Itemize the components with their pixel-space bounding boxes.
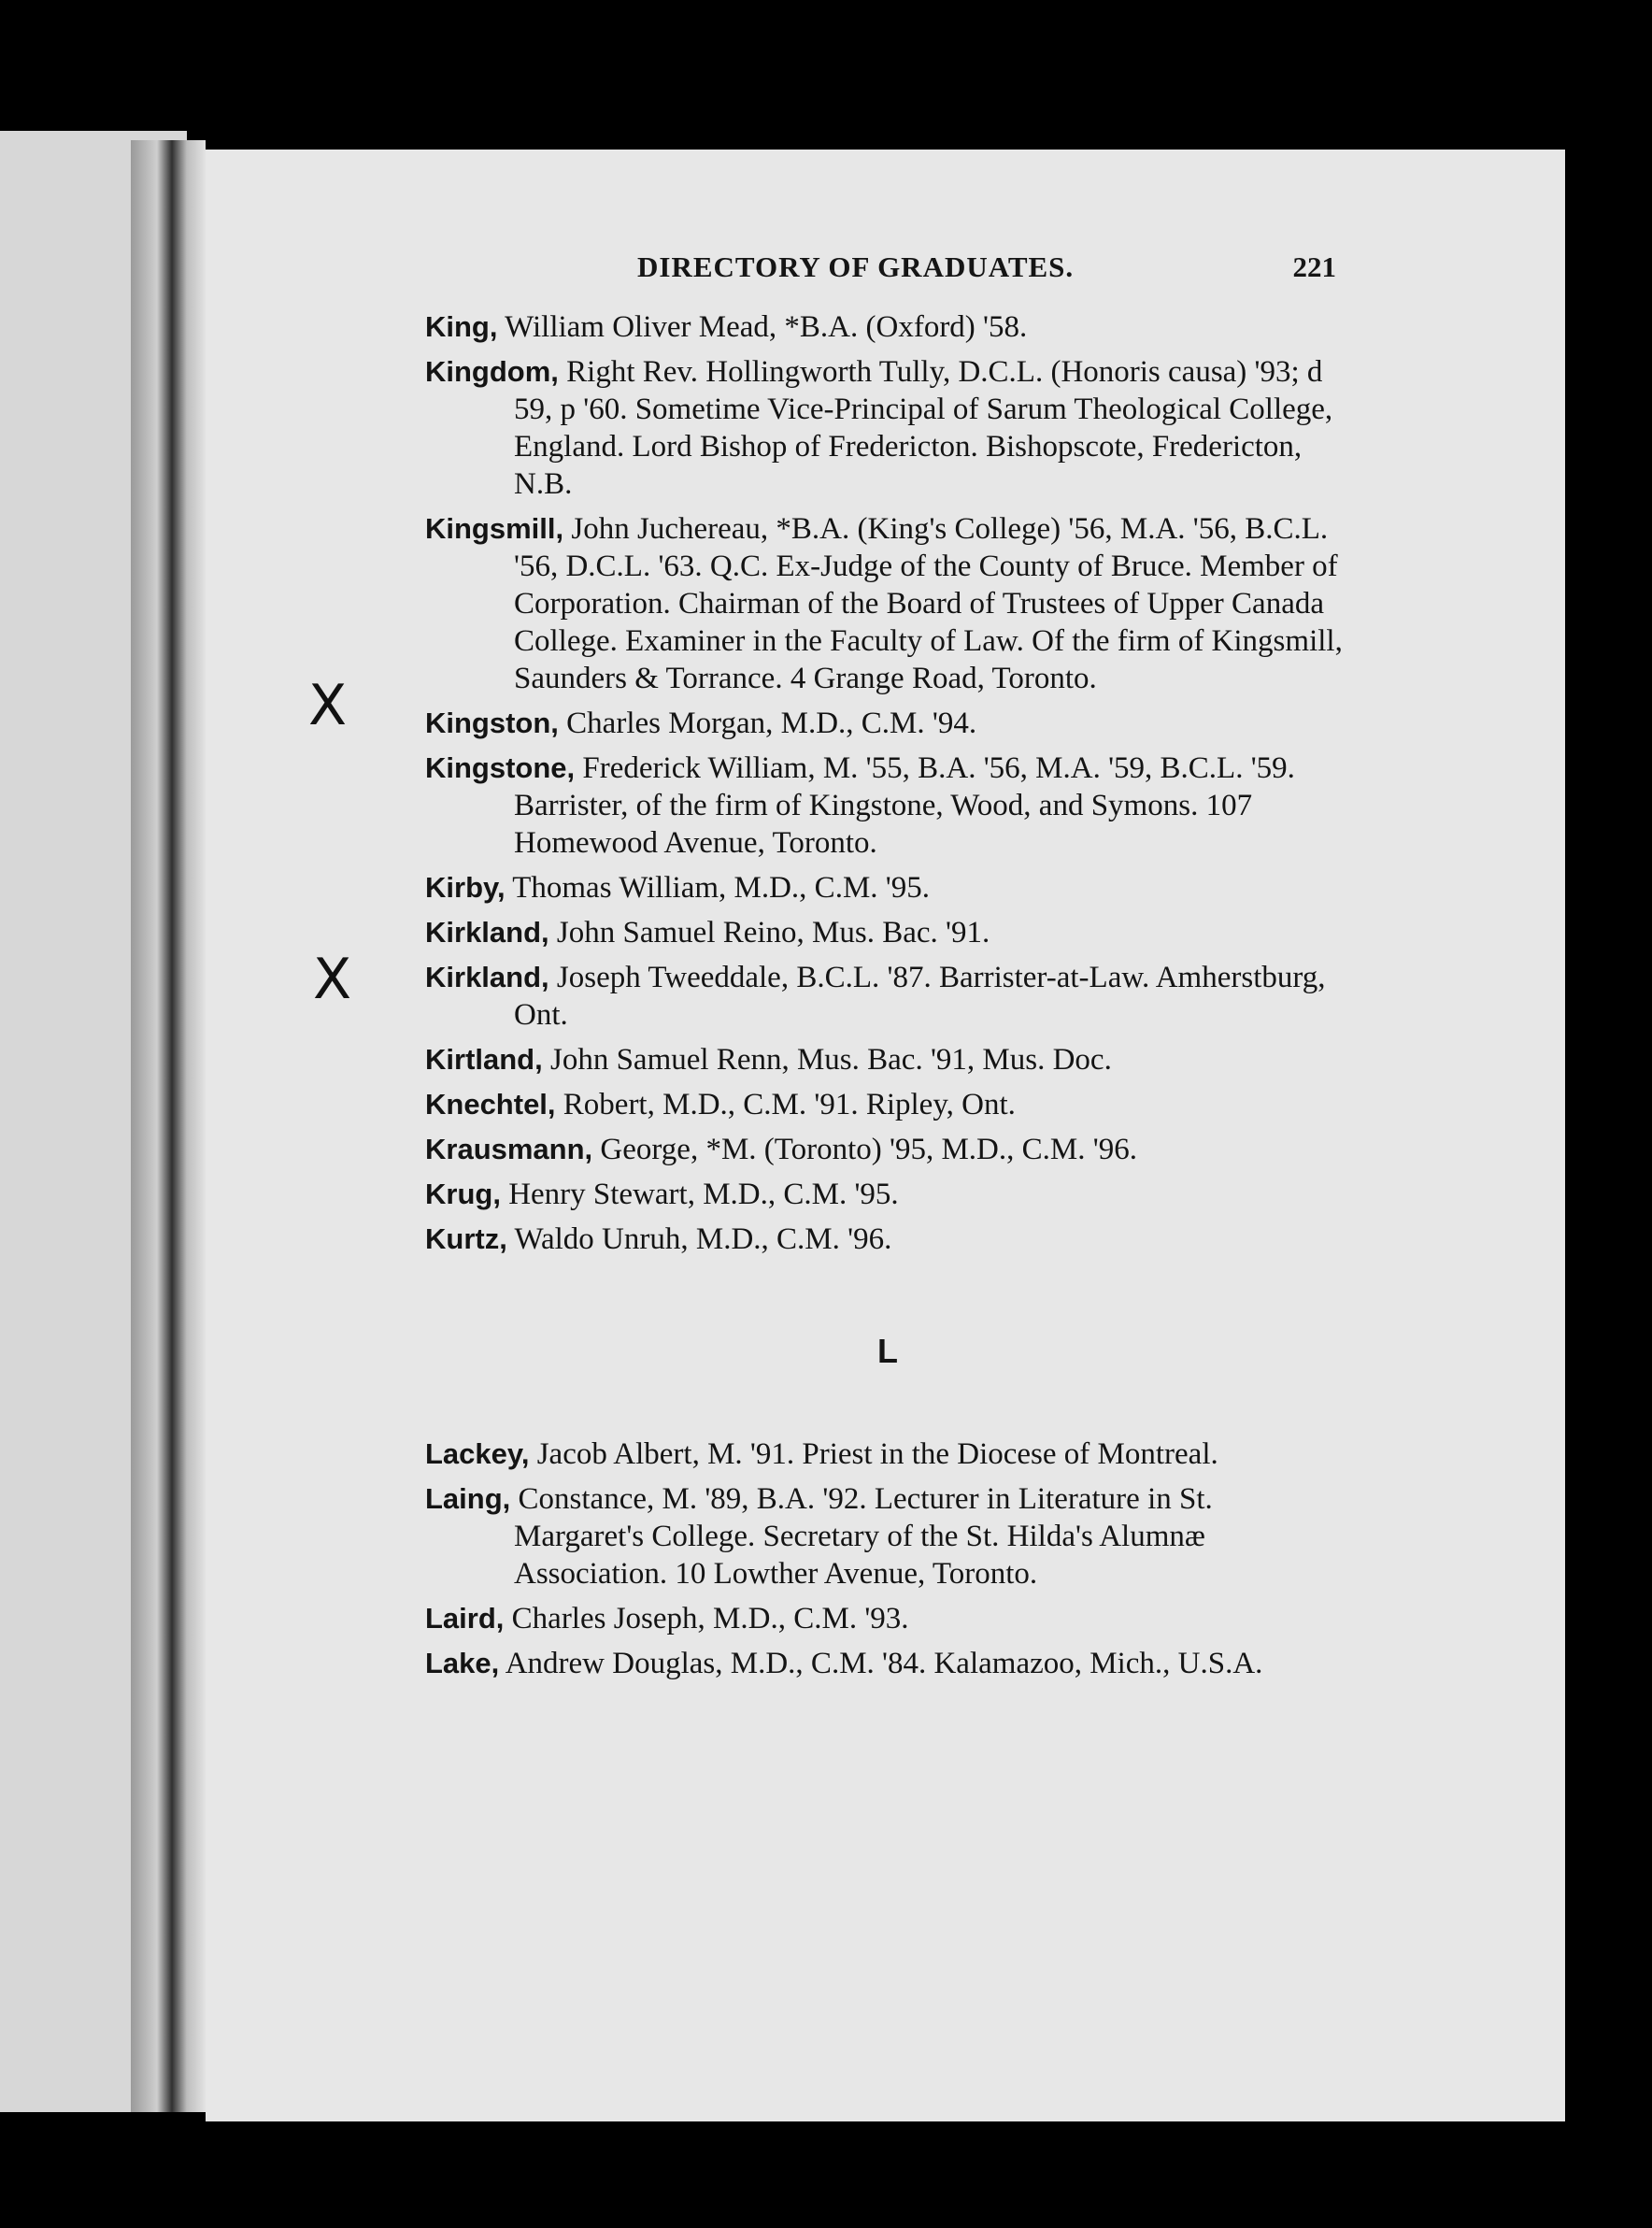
directory-entry (425, 705, 1350, 742)
entry-text: John Samuel Renn, Mus. Bac. '91, Mus. Doc. (549, 1043, 1112, 1077)
directory-entry (425, 1600, 1350, 1637)
running-title: DIRECTORY OF GRADUATES. (637, 250, 1075, 283)
entry-text: Thomas William, M.D., C.M. '95. (512, 871, 930, 905)
page-header (430, 250, 1355, 288)
margin-mark-x: X (313, 947, 352, 1012)
entry-text: Charles Morgan, M.D., C.M. '94. (566, 707, 977, 740)
entry-name: Lake, (425, 1647, 500, 1679)
entry-name: King, (425, 310, 498, 343)
directory-entries (425, 308, 1350, 1690)
entry-name: Kurtz, (425, 1222, 507, 1255)
directory-entry (425, 869, 1350, 907)
entry-text: John Juchereau, *B.A. (King's College) '56, M.A. '56, B.C.L. '56, D.C.L. '63. Q.C. Ex-Judge of the County of Bruce. Member of Corporation. Chairman of the Board of Trustees of Upper Canada College. Examiner in the Faculty of Law. Of the firm of Kingsmill, Saunders & Torrance. 4 Grange Road, Toronto. (514, 512, 1343, 695)
directory-entry (425, 1176, 1350, 1213)
entry-name: Kingston, (425, 707, 559, 739)
entry-name: Laing, (425, 1482, 511, 1515)
page-number: 221 (1292, 250, 1336, 283)
entry-name: Kirkland, (425, 916, 549, 949)
directory-entry (425, 308, 1350, 346)
entry-text: Jacob Albert, M. '91. Priest in the Diocese of Montreal. (536, 1437, 1218, 1471)
entry-name: Kirby, (425, 871, 506, 904)
directory-entry (425, 1645, 1350, 1682)
entry-text: George, *M. (Toronto) '95, M.D., C.M. '96. (600, 1133, 1137, 1166)
entry-text: Henry Stewart, M.D., C.M. '95. (508, 1178, 899, 1211)
entry-text: John Samuel Reino, Mus. Bac. '91. (556, 916, 990, 950)
entry-text: Charles Joseph, M.D., C.M. '93. (511, 1602, 909, 1635)
directory-entry (425, 750, 1350, 862)
directory-entry (425, 1041, 1350, 1078)
entry-name: Lackey, (425, 1437, 530, 1470)
directory-entry (425, 353, 1350, 503)
entry-name: Laird, (425, 1602, 505, 1635)
entry-text: Frederick William, M. '55, B.A. '56, M.A. '59, B.C.L. '59. Barrister, of the firm of Kingstone, Wood, and Symons. 107 Homewood Avenue, Toronto. (514, 751, 1295, 860)
directory-entry (425, 1221, 1350, 1258)
entry-text: William Oliver Mead, *B.A. (Oxford) '58. (505, 310, 1028, 344)
directory-entry (425, 914, 1350, 951)
entries-k (425, 308, 1350, 1258)
section-letter: L (877, 1332, 898, 1370)
entry-text: Joseph Tweeddale, B.C.L. '87. Barrister-at-Law. Amherstburg, Ont. (514, 961, 1326, 1032)
margin-mark-x: X (308, 673, 348, 738)
entry-name: Krug, (425, 1178, 501, 1210)
entry-name: Kingstone, (425, 751, 576, 784)
entry-name: Krausmann, (425, 1133, 593, 1165)
directory-entry (425, 510, 1350, 697)
entry-name: Kirkland, (425, 961, 549, 993)
entries-l (425, 1435, 1350, 1682)
entry-text: Constance, M. '89, B.A. '92. Lecturer in Literature in St. Margaret's College. Secretary of the St. Hilda's Alumnæ Association. 10 Lowther Avenue, Toronto. (514, 1482, 1213, 1591)
book-gutter (131, 140, 206, 2112)
directory-entry (425, 1131, 1350, 1168)
entry-name: Knechtel, (425, 1088, 556, 1121)
entry-text: Andrew Douglas, M.D., C.M. '84. Kalamazoo, Mich., U.S.A. (505, 1647, 1263, 1680)
entry-text: Right Rev. Hollingworth Tully, D.C.L. (Honoris causa) '93; d 59, p '60. Sometime Vice-Principal of Sarum Theological College, England. Lord Bishop of Fredericton. Bishopscote, Fredericton, N.B. (514, 355, 1333, 501)
entry-text: Robert, M.D., C.M. '91. Ripley, Ont. (563, 1088, 1016, 1121)
directory-entry (425, 1480, 1350, 1592)
entry-text: Waldo Unruh, M.D., C.M. '96. (514, 1222, 892, 1256)
directory-entry (425, 1086, 1350, 1123)
directory-entry (425, 959, 1350, 1034)
entry-name: Kingdom, (425, 355, 559, 388)
entry-name: Kirtland, (425, 1043, 543, 1076)
entry-name: Kingsmill, (425, 512, 564, 545)
directory-entry (425, 1435, 1350, 1473)
